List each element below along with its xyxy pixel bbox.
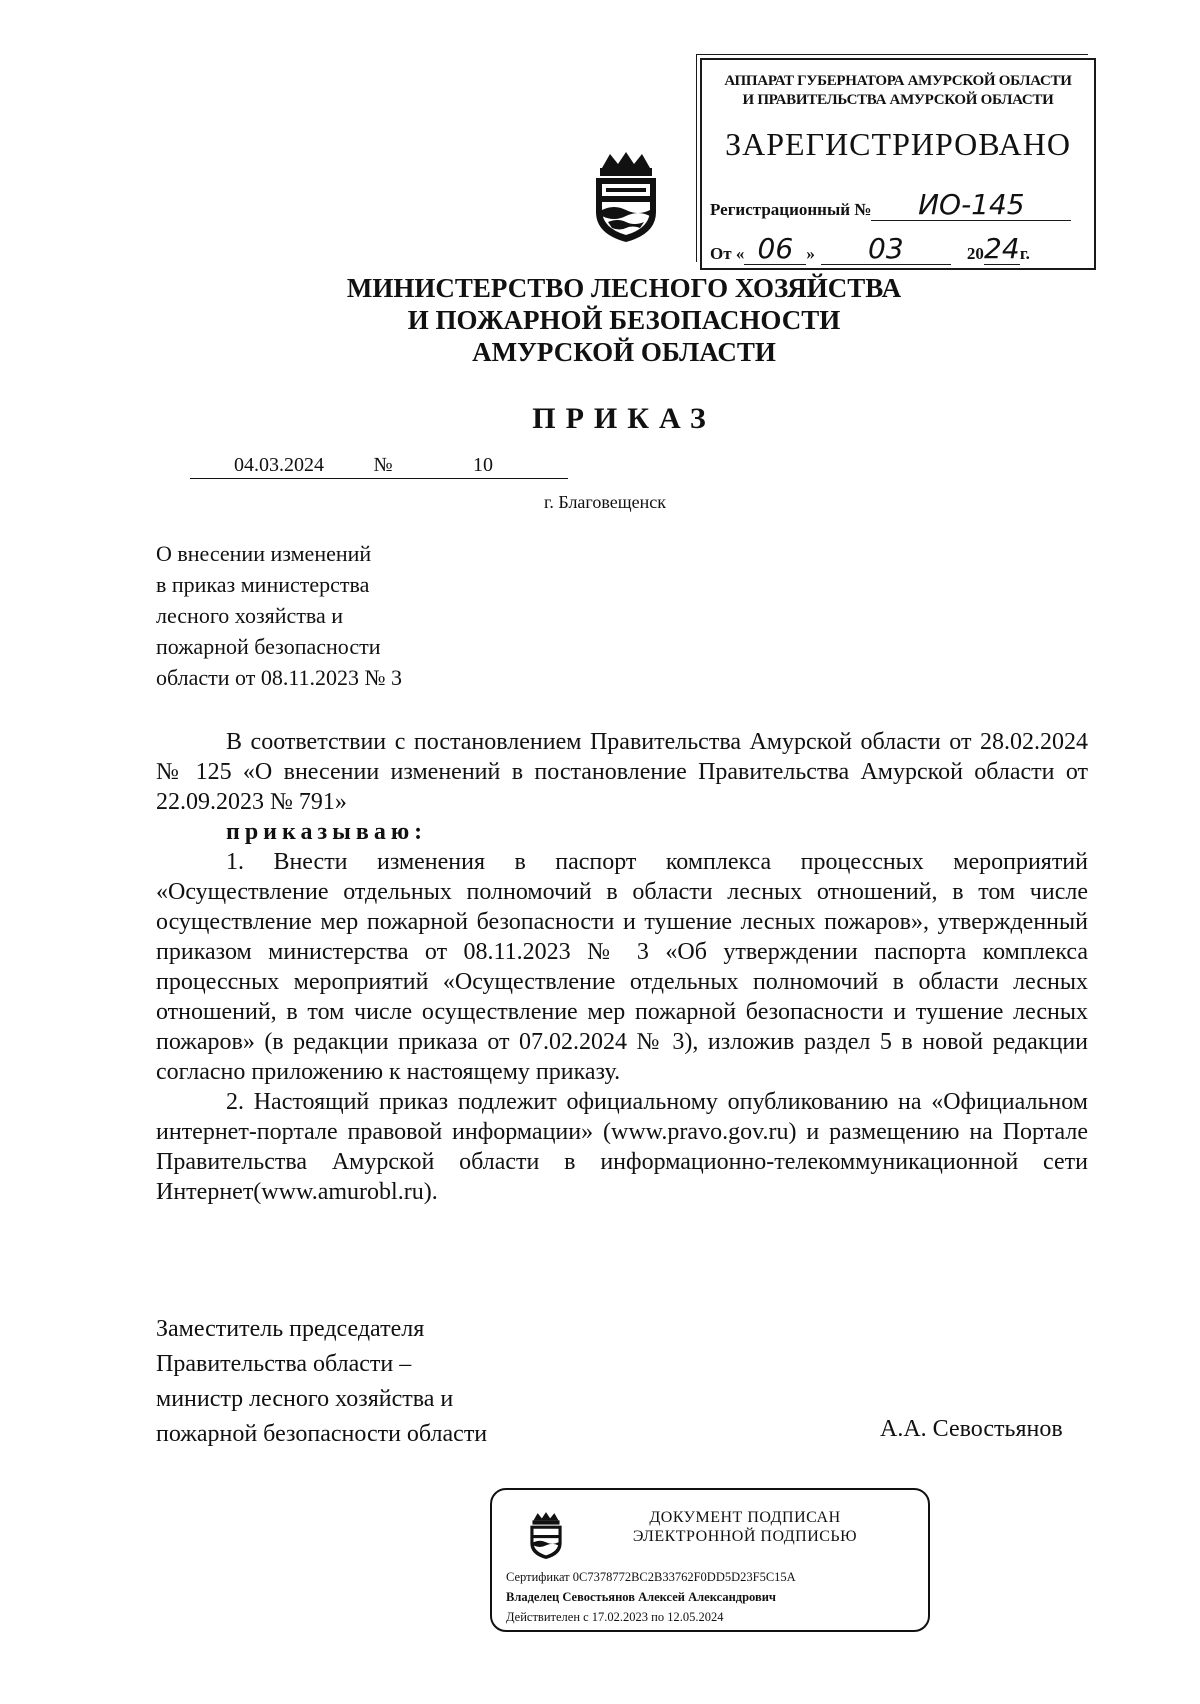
esig-owner: Владелец Севостьянов Алексей Александрович xyxy=(506,1590,776,1604)
stamp-org-line2: И ПРАВИТЕЛЬСТВА АМУРСКОЙ ОБЛАСТИ xyxy=(742,92,1054,108)
stamp-date-day: 06 xyxy=(744,234,806,265)
subject-line5: области от 08.11.2023 № 3 xyxy=(156,665,403,690)
ministry-line2: И ПОЖАРНОЙ БЕЗОПАСНОСТИ xyxy=(407,305,841,335)
order-number: 10 xyxy=(398,452,568,479)
signer-name: А.А. Севостьянов xyxy=(880,1416,1063,1442)
signer-position-line2: Правительства области – xyxy=(156,1351,412,1377)
esig-title-line2: ЭЛЕКТРОННОЙ ПОДПИСЬЮ xyxy=(632,1528,858,1545)
order-item-1: 1. Внести изменения в паспорт комплекса процессных мероприятий «Осуществление отдельных полномочий в области лесных отношений, в том числе осуществление мер пожарной безопасности и тушение лесных пожаров», утвержденный приказом министерства от 08.11.2023 № 3 «Об утверждении паспорта комплекса процессных мероприятий «Осуществление отдельных полномочий в области лесных отношений, в том числе осуществление мер пожарной безопасности и тушение лесных пожаров» (в редакции приказа от 07.02.2024 № 3), изложив раздел 5 в новой редакции согласно приложению к настоящему приказу. xyxy=(156,849,1088,1085)
signer-position-line3: министр лесного хозяйства и xyxy=(156,1386,454,1412)
stamp-year-suffix: 24 xyxy=(984,232,1020,265)
order-number-label: № xyxy=(368,452,398,479)
subject-line3: лесного хозяйства и xyxy=(156,603,344,628)
stamp-year-end: г. xyxy=(1019,244,1030,263)
esig-title xyxy=(572,1508,918,1546)
document-type: ПРИКАЗ xyxy=(532,402,716,435)
stamp-date-row xyxy=(710,234,1088,265)
stamp-reg-label: Регистрационный № xyxy=(710,200,872,219)
order-number-row xyxy=(190,452,568,479)
stamp-org-line1: АППАРАТ ГУБЕРНАТОРА АМУРСКОЙ ОБЛАСТИ xyxy=(724,73,1072,89)
order-date: 04.03.2024 xyxy=(190,452,368,479)
city: г. Благовещенск xyxy=(544,492,666,512)
order-item-2: 2. Настоящий приказ подлежит официальному опубликованию на «Официальном интернет-портале правовой информации» (www.pravo.gov.ru) и размещению на Портале Правительства Амурской области в информационно-телекоммуникационной сети Интернет(www.amurobl.ru). xyxy=(156,1089,1088,1205)
stamp-year-prefix: 20 xyxy=(966,244,984,263)
signer-position xyxy=(156,1312,596,1452)
esig-certificate: Сертификат 0C7378772BC2B33762F0DD5D23F5C15A xyxy=(506,1570,796,1584)
subject-line4: пожарной безопасности xyxy=(156,634,381,659)
stamp-date-month: 03 xyxy=(821,234,951,265)
ministry-line1: МИНИСТЕРСТВО ЛЕСНОГО ХОЗЯЙСТВА xyxy=(346,273,902,303)
subject-line2: в приказ министерства xyxy=(156,572,370,597)
preamble: В соответствии с постановлением Правительства Амурской области от 28.02.2024 № 125 «О внесении изменений в постановление Правительства Амурской области от 22.09.2023 № 791» xyxy=(156,729,1088,815)
stamp-date-mid: » xyxy=(806,244,815,263)
stamp-reg-number: ИО-145 xyxy=(871,190,1071,221)
esig-validity: Действителен с 17.02.2023 по 12.05.2024 xyxy=(506,1610,724,1624)
decree-word: приказываю: xyxy=(226,819,428,845)
order-subject xyxy=(156,538,496,693)
electronic-signature-stamp xyxy=(490,1488,930,1632)
subject-line1: О внесении изменений xyxy=(156,541,372,566)
stamp-organization xyxy=(710,72,1086,110)
signer-position-line4: пожарной безопасности области xyxy=(156,1421,488,1447)
esig-title-line1: ДОКУМЕНТ ПОДПИСАН xyxy=(649,1509,841,1526)
stamp-title: ЗАРЕГИСТРИРОВАНО xyxy=(725,126,1071,162)
stamp-reg-number-row xyxy=(710,190,1088,221)
order-body xyxy=(156,727,1088,1207)
stamp-date-prefix: От « xyxy=(710,244,745,263)
ministry-line3: АМУРСКОЙ ОБЛАСТИ xyxy=(472,337,776,367)
registration-stamp xyxy=(700,58,1096,270)
coat-of-arms-small-icon xyxy=(526,1510,566,1560)
signer-position-line1: Заместитель председателя xyxy=(156,1316,425,1342)
ministry-header xyxy=(0,272,1200,368)
coat-of-arms-icon xyxy=(588,148,664,244)
